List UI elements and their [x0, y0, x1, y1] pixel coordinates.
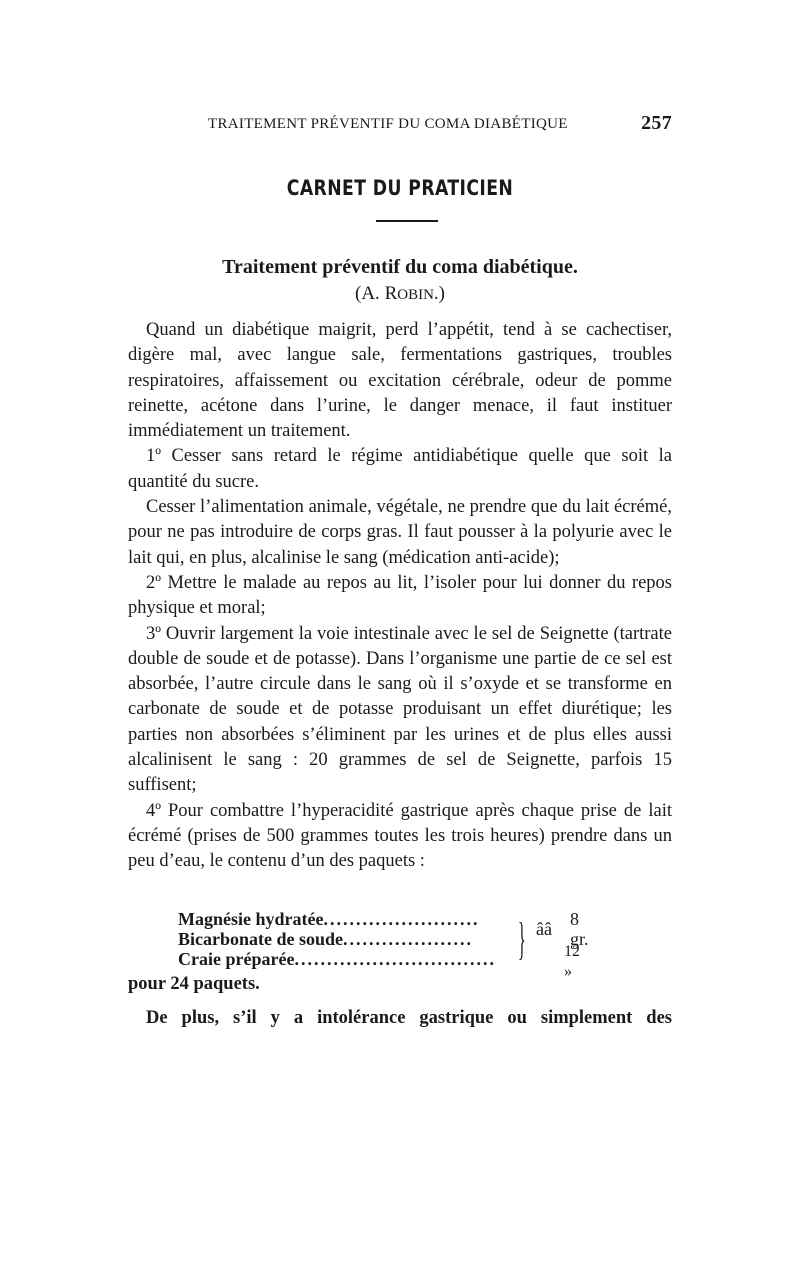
paragraph-step-3: 3º Ouvrir largement la voie intestinale avec le sel de Seignette (tartrate double de soude et de potasse). Dans l’organisme une partie de ce sel est absorbée, l’autre circule dans le sang où il s’oxyde et se transforme en carbonate de soude et de potasse produisant un effet diurétique; les parties non absorbées s’éliminent par les urines et de plus elles aussi alcalinisent le sang : 20 grammes de sel de Seignette, parfois 15 suffisent;	[128, 623, 672, 796]
formula-ingredient: Magnésie hydratée	[178, 909, 324, 929]
title-rule	[376, 220, 438, 222]
paragraph-intro: Quand un diabétique maigrit, perd l’appétit, tend à se cachectiser, digère mal, avec langue sale, fermentations gastriques, troubles respiratoires, affaissement ou excitation cérébrale, odeur de pomme reinette, acétone dans l’urine, le danger menace, il faut instituer immédiatement un traitement.	[128, 320, 672, 442]
paragraph-step-2: 2º Mettre le malade au repos au lit, l’isoler pour lui donner du repos physique et moral;	[128, 572, 672, 619]
article-author	[0, 283, 800, 305]
author-rest: OBIN	[397, 287, 434, 303]
dose-8-gr: 8 gr.	[570, 909, 589, 949]
paragraph-step-1: 1º Cesser sans retard le régime antidiabétique quelle que soit la quantité du sucre.	[128, 446, 672, 492]
running-title: TRAITEMENT PRÉVENTIF DU COMA DIABÉTIQUE	[208, 116, 568, 132]
section-title: CARNET DU PRATICIEN	[286, 176, 514, 200]
formula-line	[178, 909, 496, 929]
continuation-line: De plus, s’il y a intolérance gastrique ou simplement des	[146, 1008, 672, 1028]
article-body	[128, 318, 672, 875]
formula-brace: }	[518, 913, 526, 964]
dose-aa: ââ	[536, 919, 552, 939]
formula-leader-dots: ...............................	[294, 949, 496, 969]
author-initial: R	[384, 283, 398, 304]
formula-line	[178, 929, 496, 949]
paragraph-step-1-detail: Cesser l’alimentation animale, végétale, ne prendre que du lait écrémé, pour ne pas introduire de corps gras. Il faut pousser à la polyurie avec le lait qui, en plus, alcalinise le sang (médication anti-acide);	[128, 497, 672, 568]
formula-leader-dots: ........................	[323, 909, 480, 929]
prescription-formula	[178, 909, 589, 980]
formula-leader-dots: ....................	[343, 929, 474, 949]
author-close: .)	[433, 283, 445, 304]
formula-line	[178, 949, 496, 969]
page-number: 257	[641, 112, 672, 134]
dose-12: 12 »	[564, 943, 580, 980]
formula-ingredient: Craie préparée	[178, 949, 295, 969]
packets-note: pour 24 paquets.	[128, 974, 260, 994]
article-title: Traitement préventif du coma diabétique.	[222, 256, 578, 278]
paragraph-step-4: 4º Pour combattre l’hyperacidité gastrique après chaque prise de lait écrémé (prises de 500 grammes toutes les trois heures) prendre dans un peu d’eau, le contenu d’un des paquets :	[128, 800, 672, 872]
author-open: (A.	[355, 283, 385, 304]
formula-ingredient: Bicarbonate de soude	[178, 929, 344, 949]
